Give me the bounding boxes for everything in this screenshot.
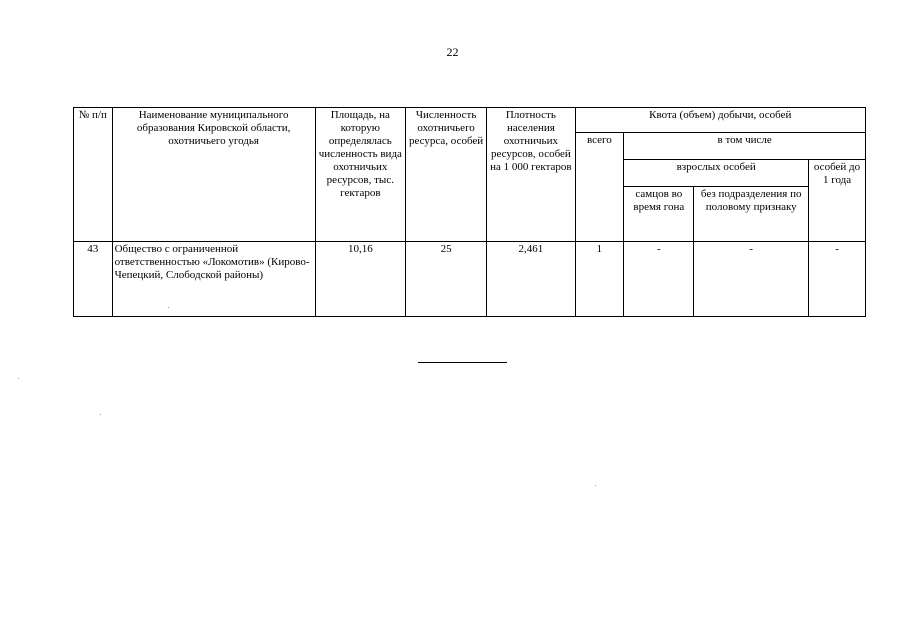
header-num: № п/п bbox=[74, 108, 113, 242]
cell-males: - bbox=[624, 242, 694, 317]
header-density: Плотность населения охотничьих ресурсов, особей на 1 000 гектаров bbox=[487, 108, 575, 242]
cell-total: 1 bbox=[575, 242, 624, 317]
header-name: Наименование муниципального образования Кировской области, охотничьего угодья bbox=[112, 108, 315, 242]
cell-count: 25 bbox=[406, 242, 487, 317]
header-including: в том числе bbox=[624, 133, 866, 160]
table-row bbox=[74, 242, 866, 317]
scan-speck bbox=[100, 414, 101, 415]
cell-area: 10,16 bbox=[315, 242, 405, 317]
header-quota: Квота (объем) добычи, особей bbox=[575, 108, 865, 133]
header-area: Площадь, на которую определялась численность вида охотничьих ресурсов, тыс. гектаров bbox=[315, 108, 405, 242]
hunting-quota-table bbox=[73, 107, 866, 317]
cell-num: 43 bbox=[74, 242, 113, 317]
scan-speck bbox=[168, 307, 169, 308]
header-adults: взрослых особей bbox=[624, 160, 809, 187]
page-number: 22 bbox=[446, 45, 459, 59]
cell-young: - bbox=[809, 242, 866, 317]
scan-speck bbox=[18, 378, 19, 379]
cell-no-sex: - bbox=[694, 242, 809, 317]
separator-line bbox=[418, 362, 507, 363]
header-count: Численность охотничьего ресурса, особей bbox=[406, 108, 487, 242]
scan-speck bbox=[595, 485, 596, 486]
cell-density: 2,461 bbox=[487, 242, 575, 317]
header-males: самцов во время гона bbox=[624, 187, 694, 242]
header-no-sex: без подразделения по половому признаку bbox=[694, 187, 809, 242]
header-total: всего bbox=[575, 133, 624, 242]
cell-name: Общество с ограниченной ответственностью «Локомотив» (Кирово-Чепецкий, Слободской районы) bbox=[112, 242, 315, 317]
header-young: особей до 1 года bbox=[809, 160, 866, 242]
